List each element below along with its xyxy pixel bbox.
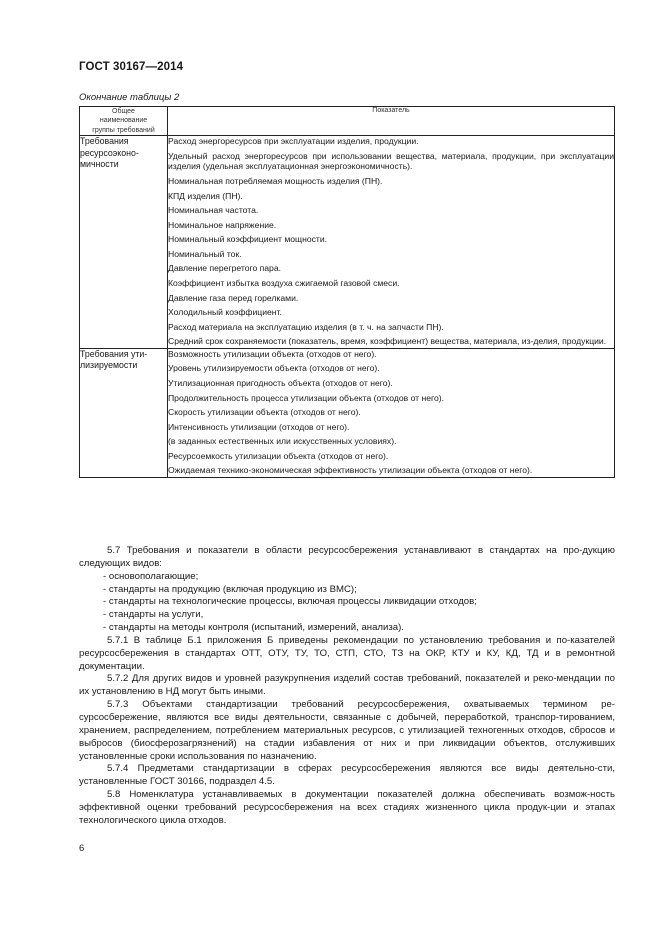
- requirements-table: [79, 106, 615, 478]
- indicator-item: Ресурсоемкость утилизации объекта (отходов от него).: [168, 450, 389, 461]
- body-text: [79, 545, 615, 828]
- group-name-line: Требования: [80, 136, 129, 147]
- group-name-line: Требования ути-: [80, 348, 148, 359]
- paragraph-5-7: 5.7 Требования и показатели в области ресурсосбережения устанавливают в стандартах на про-дукцию следующих видов:: [79, 545, 615, 569]
- paragraph-5-7-3: 5.7.3 Объектами стандартизации требований ресурсосбережения, охватываемых термином ре-сурсосбережение, являются все виды деятельности, связанные с добычей, переработкой, транспор-тированием, хранением, распределением, потреблением материальных ресурсов, с утилизацией техногенных отходов, сбросов и выбросов (биосферозагрязнений) на стадии избавления от них и при ликвидации объектов, отслуживших установленные сроки использования по назначению.: [79, 699, 615, 762]
- list-item: - основополагающие;: [103, 570, 199, 582]
- group-name-cell: [80, 136, 168, 348]
- page-number: 6: [79, 843, 85, 854]
- indicator-item: Утилизационная пригодность объекта (отходов от него).: [168, 377, 393, 388]
- indicators-cell: [168, 136, 615, 348]
- indicator-item: Средний срок сохраняемости (показатель, время, коэффициент) вещества, материала, из-делия, продукции.: [168, 336, 607, 347]
- indicator-item: Возможность утилизации объекта (отходов от него).: [168, 348, 377, 359]
- column-header-line: группы требований: [92, 126, 155, 134]
- indicator-item: Расход материала на эксплуатацию изделия (в т. ч. на запчасти ПН).: [168, 321, 444, 332]
- list-item: - стандарты на методы контроля (испытаний, измерений, анализа).: [103, 622, 404, 634]
- indicator-item: Расход энергоресурсов при эксплуатации изделия, продукции.: [168, 136, 419, 147]
- indicator-item: Номинальная потребляемая мощность изделия (ПН).: [168, 175, 383, 186]
- table-row: [80, 136, 615, 348]
- paragraph-5-7-2: 5.7.2 Для других видов и уровней разукрупнения изделий состав требований, показателей и реко-мендации по их установлению в НД могут быть иными.: [79, 673, 615, 698]
- list-item: - стандарты на услуги,: [103, 609, 204, 621]
- indicator-item: Номинальное напряжение.: [168, 219, 277, 230]
- paragraph-5-7-4: 5.7.4 Предметами стандартизации в сферах ресурсосбережения являются все виды деятельно-сти, установленные ГОСТ 30166, подраздел 4.5.: [79, 763, 615, 788]
- indicator-item: Удельный расход энергоресурсов при использовании вещества, материала, продукции, при эксплуатации изделия (удельная эксплуатационная энергоэкономичность).: [168, 150, 614, 172]
- column-header-group-name: [80, 107, 168, 136]
- column-header-line: наименование: [99, 117, 148, 125]
- group-name-line: мичности: [80, 158, 119, 169]
- indicator-item: (в заданных естественных или искусственных условиях).: [168, 436, 397, 447]
- indicator-item: Холодильный коэффициент.: [168, 307, 282, 318]
- indicator-item: Интенсивность утилизации (отходов от него).: [168, 421, 350, 432]
- paragraph-5-7-1: 5.7.1 В таблице Б.1 приложения Б приведены рекомендации по установлению требования и по-казателей ресурсосбережения в стандартах ОТТ, ОТУ, ТУ, ТО, СТП, СТО, ТЗ на ОКР, КТУ и КУ, КД, ТД и в ремонтной документации.: [79, 634, 615, 672]
- indicator-item: Продолжительность процесса утилизации объекта (отходов от него).: [168, 392, 444, 403]
- list-item: - стандарты на технологические процессы, включая процессы ликвидации отходов;: [103, 596, 477, 608]
- standards-list: [79, 571, 615, 635]
- group-name-line: ресурсоэконо-: [80, 147, 139, 158]
- indicator-item: Номинальная частота.: [168, 205, 259, 216]
- document-title: ГОСТ 30167—2014: [79, 61, 184, 73]
- list-item: - стандарты на продукцию (включая продукцию из ВМС);: [103, 583, 357, 595]
- indicator-item: Давление перегретого пара.: [168, 263, 281, 274]
- indicators-cell: [168, 348, 615, 477]
- indicator-item: Скорость утилизации объекта (отходов от него).: [168, 407, 361, 418]
- indicator-item: Уровень утилизируемости объекта (отходов от него).: [168, 363, 380, 374]
- indicator-item: Коэффициент избытка воздуха сжигаемой газовой смеси.: [168, 278, 400, 288]
- group-name-cell: [80, 348, 168, 477]
- paragraph-5-8: 5.8 Номенклатура устанавливаемых в документации показателей должна обеспечивать возмож-ность эффективной оценки требований ресурсосбережения на всех стадиях жизненного цикла продук-ции и этапах технологического цикла отходов.: [79, 789, 615, 826]
- group-name-line: лизируемости: [80, 360, 138, 371]
- indicator-item: Номинальный ток.: [168, 248, 242, 259]
- column-header-indicator: Показатель: [168, 107, 615, 136]
- table-row: [80, 348, 615, 477]
- column-header-line: Общее: [112, 108, 135, 115]
- indicator-item: КПД изделия (ПН).: [168, 190, 243, 201]
- table-header-row: [80, 107, 615, 136]
- indicator-item: Номинальный коэффициент мощности.: [168, 234, 328, 245]
- indicator-item: Давление газа перед горелками.: [168, 292, 299, 303]
- table-caption: Окончание таблицы 2: [79, 92, 180, 103]
- indicator-item: Ожидаемая технико-экономическая эффективность утилизации объекта (отходов от него).: [168, 465, 533, 476]
